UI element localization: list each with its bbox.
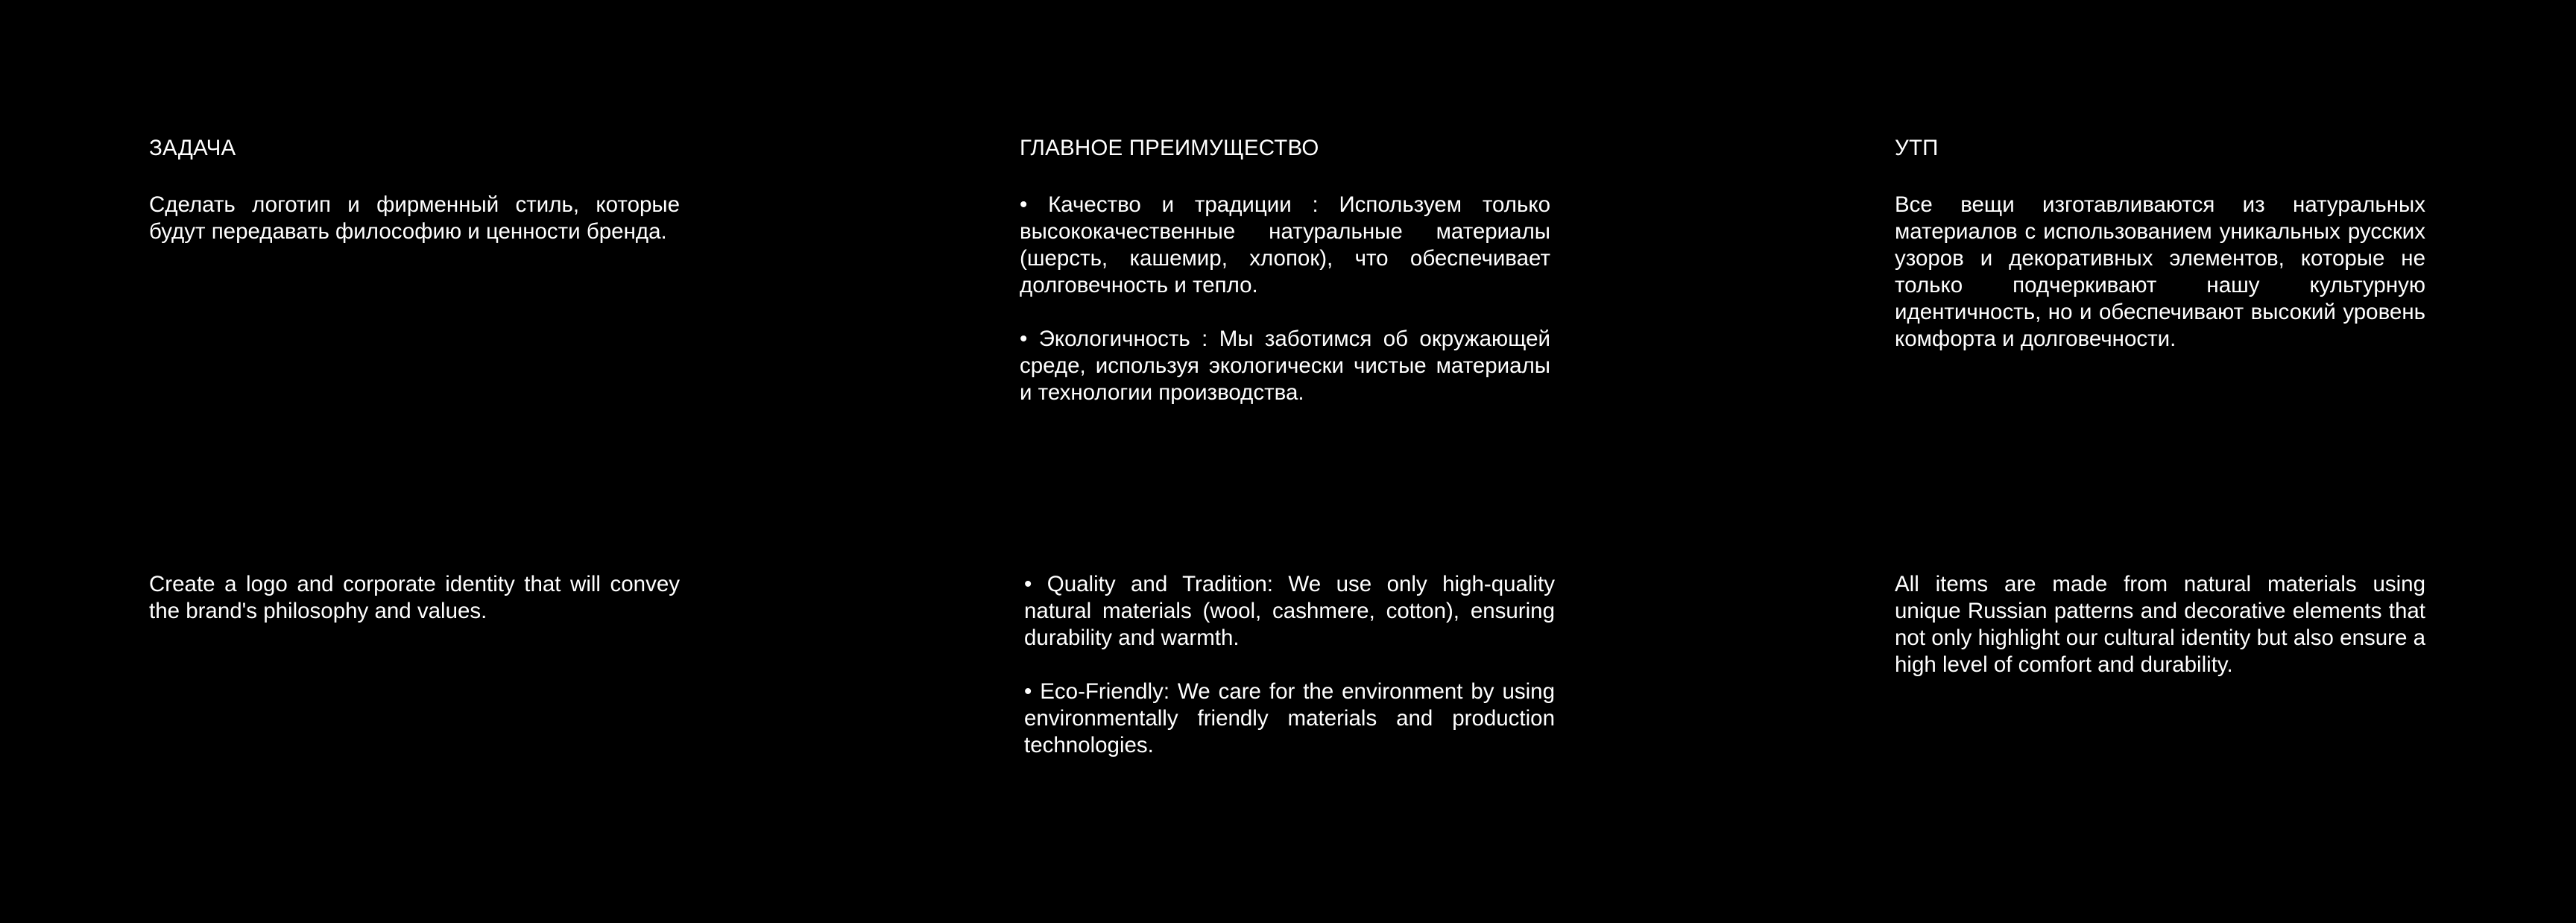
usp-paragraph-en: All items are made from natural materials using unique Russian patterns and decorative elements that not only highlight our cultural identity but also ensure a high level of comfort and durability. [1895,572,2425,677]
advantage-quality-ru: • Качество и традиции : Используем только высококачественные натуральные материалы (шерсть, кашемир, хлопок), что обеспечивает долговечность и тепло. [1020,192,1550,297]
task-paragraph-ru: Сделать логотип и фирменный стиль, которые будут передавать философию и ценности бренда. [149,192,680,244]
advantage-heading: ГЛАВНОЕ ПРЕИМУЩЕСТВО [1020,136,1319,160]
advantage-eco-ru: • Экологичность : Мы заботимся об окружающей среде, используя экологически чистые материалы и технологии производства. [1020,327,1550,405]
task-heading: ЗАДАЧА [149,136,236,160]
advantage-eco-en: • Eco-Friendly: We care for the environment by using environmentally friendly materials and production technologies. [1024,679,1555,757]
task-paragraph-en: Create a logo and corporate identity that will convey the brand's philosophy and values. [149,572,680,623]
advantage-text-ru [1020,192,1550,406]
advantage-text-en [1024,571,1555,759]
advantage-quality-en: • Quality and Tradition: We use only high-quality natural materials (wool, cashmere, cotton), ensuring durability and warmth. [1024,572,1555,650]
usp-text-ru [1895,192,2425,353]
usp-paragraph-ru: Все вещи изготавливаются из натуральных материалов с использованием уникальных русских узоров и декоративных элементов, которые не только подчеркивают нашу культурную идентичность, но и обеспечивают высокий уровень комфорта и долговечности. [1895,192,2425,351]
usp-text-en [1895,571,2425,678]
usp-heading: УТП [1895,136,1939,160]
task-text-ru [149,192,680,245]
task-text-en [149,571,680,625]
